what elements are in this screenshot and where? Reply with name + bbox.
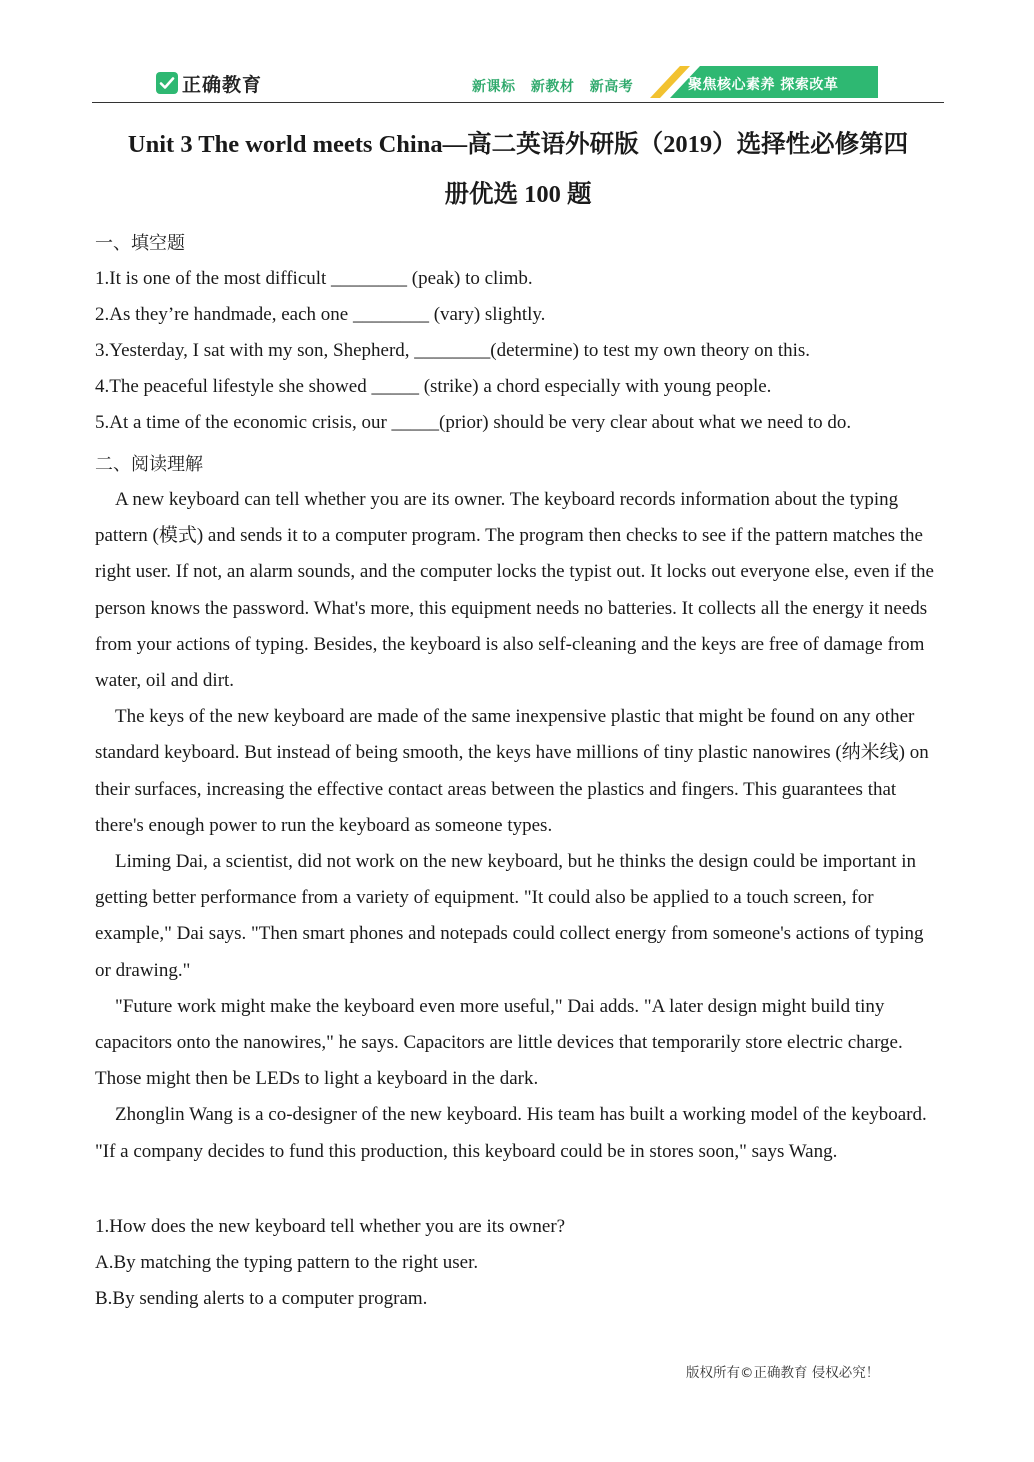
passage-paragraph-1: A new keyboard can tell whether you are its owner. The keyboard records information about the typing pattern (模式) and sends it to a computer program. The program then checks to see if the pattern matches the right user. If not, an alarm sounds, and the computer locks the typist out. It locks out everyone else, even if the person knows the password. What's more, this equipment needs no batteries. It collects all the energy it needs from your actions of typing. Besides, the keyboard is also self-cleaning and the keys are free of damage from water, oil and dirt.	[95, 489, 934, 692]
banner-text: 聚焦核心素养 探索改革	[688, 77, 839, 93]
brand-logo	[156, 68, 262, 98]
question-1-option-a: A.By matching the typing pattern to the right user.	[95, 1252, 479, 1273]
section-heading-fill-blank: 一、填空题	[95, 233, 185, 254]
page-header	[92, 62, 944, 103]
page-title	[92, 120, 944, 220]
fill-blank-item-2: 2.As they’re handmade, each one ________ (vary) slightly.	[95, 304, 546, 325]
fill-blank-item-5: 5.At a time of the economic crisis, our _____(prior) should be very clear about what we need to do.	[95, 412, 852, 433]
section-heading-reading: 二、阅读理解	[95, 454, 203, 475]
passage-paragraph-2: The keys of the new keyboard are made of the same inexpensive plastic that might be found on any other standard keyboard. But instead of being smooth, the keys have millions of tiny plastic nanowires (纳米线) on their surfaces, increasing the effective contact areas between the plastics and fingers. This guarantees that there's enough power to run the keyboard as someone types.	[95, 706, 929, 836]
tag-curriculum: 新课标	[472, 79, 516, 95]
fill-blank-item-4: 4.The peaceful lifestyle she showed _____ (strike) a chord especially with young people.	[95, 376, 772, 397]
tag-exam: 新高考	[589, 79, 634, 95]
question-1: 1.How does the new keyboard tell whether you are its owner?	[95, 1216, 566, 1237]
header-banner	[640, 66, 878, 98]
passage-paragraph-3: Liming Dai, a scientist, did not work on the new keyboard, but he thinks the design could be important in getting better performance from a variety of equipment. "It could also be applied to a touch screen, for example," Dai says. "Then smart phones and notepads could collect energy from someone's actions of typing or drawing."	[95, 851, 924, 981]
reading-passage	[95, 482, 943, 1170]
passage-paragraph-4: "Future work might make the keyboard even more useful," Dai adds. "A later design might build tiny capacitors onto the nanowires," he says. Capacitors are little devices that temporarily store electric charge. Those might then be LEDs to light a keyboard in the dark.	[95, 995, 903, 1090]
fill-blank-item-1: 1.It is one of the most difficult ________ (peak) to climb.	[95, 268, 533, 289]
title-line-1: Unit 3 The world meets China—高二英语外研版（2019）选择性必修第四	[127, 131, 909, 158]
question-1-option-b: B.By sending alerts to a computer program.	[95, 1288, 428, 1309]
brand-name: 正确教育	[182, 73, 263, 96]
title-line-2: 册优选 100 题	[444, 181, 592, 208]
tag-textbook: 新教材	[530, 79, 575, 95]
header-tags	[472, 76, 643, 96]
check-icon	[156, 72, 178, 94]
passage-paragraph-5: Zhonglin Wang is a co-designer of the new keyboard. His team has built a working model of the keyboard. "If a company decides to fund this production, this keyboard could be in stores soon," says Wang.	[95, 1104, 927, 1162]
copyright-footer: 版权所有©正确教育 侵权必究！	[686, 1365, 880, 1381]
fill-blank-item-3: 3.Yesterday, I sat with my son, Shepherd, ________(determine) to test my own theory on this.	[95, 340, 811, 361]
